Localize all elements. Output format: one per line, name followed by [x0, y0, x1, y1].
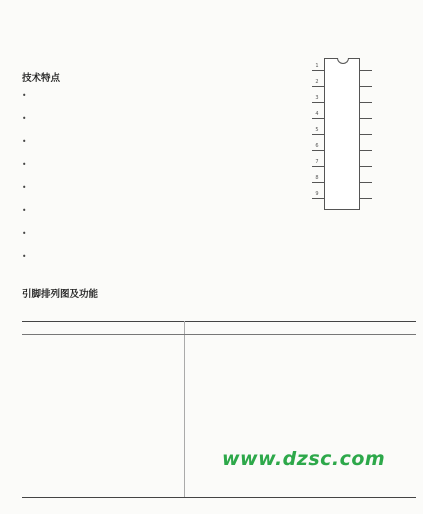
- table-cell: [258, 358, 416, 370]
- feature-item: [22, 182, 290, 204]
- pin-number: 4: [315, 111, 319, 117]
- table-cell: [86, 381, 184, 393]
- pin-number: 3: [315, 95, 319, 101]
- table-cell: [184, 416, 218, 428]
- table-cell: [50, 451, 86, 463]
- table-cell: [50, 358, 86, 370]
- table-cell: [218, 405, 258, 417]
- table-cell: [86, 451, 184, 463]
- table-cell: [258, 405, 416, 417]
- table-cell: [86, 335, 184, 347]
- table-cell: [184, 335, 218, 347]
- table-cell: [50, 370, 86, 382]
- table-cell: [218, 370, 258, 382]
- table-row: [22, 335, 416, 347]
- table-cell: [22, 405, 50, 417]
- table-cell: [50, 486, 86, 498]
- table-cell: [86, 405, 184, 417]
- table-cell: [258, 393, 416, 405]
- pin-lead: [360, 134, 372, 135]
- features-heading: 技术特点: [22, 73, 61, 84]
- table-cell: [22, 428, 50, 440]
- table-header-cell: [258, 322, 416, 335]
- pin-lead: [312, 198, 324, 199]
- table-cell: [22, 370, 50, 382]
- pin-number: 2: [315, 79, 319, 85]
- table-cell: [184, 370, 218, 382]
- pin-diagram: [286, 52, 416, 252]
- table-cell: [258, 335, 416, 347]
- table-cell: [184, 428, 218, 440]
- table-cell: [86, 393, 184, 405]
- pin-number: 1: [315, 63, 319, 69]
- table-cell: [22, 358, 50, 370]
- table-cell: [86, 358, 184, 370]
- table-cell: [22, 381, 50, 393]
- table-cell: [22, 416, 50, 428]
- pin-lead: [360, 182, 372, 183]
- feature-item: [22, 251, 290, 273]
- feature-item: [22, 228, 290, 250]
- table-cell: [218, 358, 258, 370]
- feature-item: [22, 205, 290, 227]
- table-cell: [50, 439, 86, 451]
- table-cell: [22, 393, 50, 405]
- table-cell: [22, 335, 50, 347]
- pin-lead: [360, 118, 372, 119]
- watermark-logo: [200, 448, 420, 510]
- table-cell: [22, 439, 50, 451]
- table-cell: [184, 381, 218, 393]
- pin-number: 9: [315, 191, 319, 197]
- table-header-cell: [86, 322, 184, 335]
- table-row: [22, 347, 416, 359]
- table-cell: [86, 486, 184, 498]
- feature-item: [22, 90, 290, 112]
- table-row: [22, 428, 416, 440]
- table-cell: [218, 335, 258, 347]
- table-cell: [50, 405, 86, 417]
- table-header-cell: [184, 322, 218, 335]
- pin-number: 8: [315, 175, 319, 181]
- pin-lead: [312, 70, 324, 71]
- table-cell: [258, 381, 416, 393]
- feature-item: [22, 159, 290, 181]
- table-cell: [50, 463, 86, 475]
- table-cell: [86, 474, 184, 486]
- pins-heading: 引脚排列图及功能: [22, 289, 99, 300]
- pin-lead: [360, 198, 372, 199]
- feature-item: [22, 113, 290, 135]
- table-cell: [22, 463, 50, 475]
- feature-item: [22, 136, 290, 158]
- table-cell: [86, 416, 184, 428]
- pin-lead: [312, 86, 324, 87]
- table-cell: [50, 347, 86, 359]
- table-cell: [218, 416, 258, 428]
- table-cell: [22, 474, 50, 486]
- table-cell: [258, 370, 416, 382]
- table-cell: [86, 428, 184, 440]
- table-cell: [218, 381, 258, 393]
- table-cell: [184, 358, 218, 370]
- table-header-row: [22, 322, 416, 335]
- table-cell: [258, 428, 416, 440]
- table-cell: [218, 393, 258, 405]
- table-cell: [86, 439, 184, 451]
- pin-number: 6: [315, 143, 319, 149]
- pin-lead: [312, 166, 324, 167]
- ic-notch: [337, 58, 349, 64]
- ic-package: [324, 58, 360, 210]
- table-cell: [184, 347, 218, 359]
- table-row: [22, 393, 416, 405]
- table-row: [22, 405, 416, 417]
- table-cell: [184, 393, 218, 405]
- pin-lead: [312, 150, 324, 151]
- table-row: [22, 358, 416, 370]
- watermark-url: www.dzsc.com: [222, 448, 386, 470]
- pin-lead: [360, 166, 372, 167]
- table-cell: [22, 347, 50, 359]
- pin-lead: [312, 182, 324, 183]
- table-cell: [258, 416, 416, 428]
- pin-lead: [312, 102, 324, 103]
- table-header-cell: [22, 322, 50, 335]
- table-header-cell: [218, 322, 258, 335]
- table-cell: [218, 428, 258, 440]
- pin-lead: [360, 102, 372, 103]
- table-cell: [258, 347, 416, 359]
- pin-lead: [312, 118, 324, 119]
- pin-lead: [360, 86, 372, 87]
- table-header-cell: [50, 322, 86, 335]
- table-cell: [86, 463, 184, 475]
- table-cell: [50, 474, 86, 486]
- table-cell: [22, 451, 50, 463]
- pin-number: 7: [315, 159, 319, 165]
- features-list: [22, 90, 290, 274]
- table-row: [22, 370, 416, 382]
- pin-lead: [312, 134, 324, 135]
- table-cell: [50, 416, 86, 428]
- table-cell: [22, 486, 50, 498]
- pin-number: 5: [315, 127, 319, 133]
- table-row: [22, 381, 416, 393]
- table-cell: [50, 335, 86, 347]
- table-cell: [184, 405, 218, 417]
- pin-lead: [360, 150, 372, 151]
- table-cell: [50, 381, 86, 393]
- table-row: [22, 416, 416, 428]
- table-cell: [218, 347, 258, 359]
- table-cell: [86, 347, 184, 359]
- pin-lead: [360, 70, 372, 71]
- table-cell: [50, 428, 86, 440]
- table-cell: [86, 370, 184, 382]
- table-cell: [50, 393, 86, 405]
